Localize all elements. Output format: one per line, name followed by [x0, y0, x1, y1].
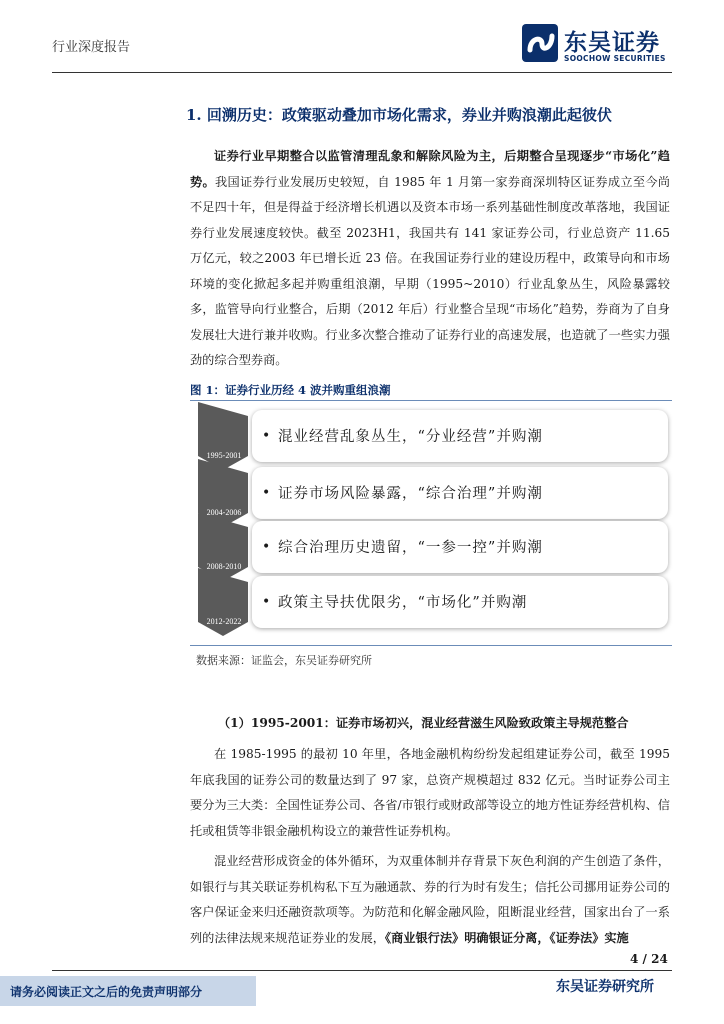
body-paragraph: [190, 849, 670, 951]
figure-source: 数据来源：证监会，东吴证券研究所: [196, 654, 372, 667]
wave-description: 政策主导扶优限劣，“市场化”并购潮: [278, 595, 528, 611]
subsection-title: （1）1995-2001：证券市场初兴，混业经营滋生风险致政策主导规范整合: [218, 716, 629, 730]
disclaimer-text: 请务必阅读正文之后的免责声明部分: [10, 985, 203, 999]
footer-institute: 东吴证券研究所: [556, 979, 654, 995]
report-category: 行业深度报告: [52, 40, 131, 55]
wave-years: 2004-2006: [206, 508, 242, 517]
wave-description: 证券市场风险暴露，“综合治理”并购潮: [278, 486, 543, 502]
company-logo: [522, 24, 682, 70]
header-divider: [52, 72, 672, 73]
figure-top-rule: [190, 400, 672, 401]
bullet-dot-icon: •: [262, 594, 271, 610]
figure-title: 图 1：证券行业历经 4 波并购重组浪潮: [190, 383, 391, 397]
intro-bold-lead: 证券行业早期整合以监管清理乱象和解除风险为主，后期整合呈现逐步“市场化”趋势。: [190, 149, 670, 189]
wave-description: 混业经营乱象丛生，“分业经营”并购潮: [278, 429, 543, 445]
intro-body: 我国证券行业发展历史较短，自 1985 年 1 月第一家券商深圳特区证券成立至今尚不足四十年，但是得益于经济增长机遇以及资本市场一系列基础性制度改革落地，我国证券行业发展速度较快。截至 2023H1，我国共有 141 家证券公司，行业总资产 11.65 万亿元，较之2003 年已增长近 23 倍。在我国证券行业的建设历程中，政策导向和市场环境的变化掀起多起并购重组浪潮，早期（1995~2010）行业乱象丛生，风险暴露较多，监管导向行业整合，后期（2012 年后）行业整合呈现“市场化”趋势，券商为了自身发展壮大进行兼并收购。行业多次整合推动了证券行业的高速发展，也造就了一些实力强劲的综合型券商。: [190, 174, 670, 367]
wave-card: [252, 576, 668, 628]
paragraph-text: 混业经营形成资金的体外循环，为双重体制并存背景下灰色利润的产生创造了条件，如银行与其关联证券机构私下互为融通款、券的行为时有发生；信托公司挪用证券公司的客户保证金来归还融资款项等。为防范和化解金融风险，阻断混业经营，国家出台了一系列的法律法规来规范证券业的发展，: [190, 854, 670, 945]
intro-paragraph: [190, 144, 670, 374]
logo-english-name: SOOCHOW SECURITIES: [564, 54, 666, 63]
bullet-dot-icon: •: [262, 428, 271, 444]
disclaimer-banner: [0, 976, 256, 1006]
figure-bottom-rule: [190, 645, 672, 646]
wave-row-4: [198, 576, 668, 628]
wave-description: 综合治理历史遗留，“一参一控”并购潮: [278, 540, 543, 556]
bullet-dot-icon: •: [262, 485, 271, 501]
logo-chinese-name: 东吴证券: [564, 30, 660, 56]
soochow-logo-icon: [522, 24, 558, 62]
section-title: 1. 回溯历史：政策驱动叠加市场化需求，券业并购浪潮此起彼伏: [186, 106, 612, 124]
wave-years: 2012-2022: [206, 617, 242, 626]
body-paragraph: 在 1985-1995 的最初 10 年里，各地金融机构纷纷发起组建证券公司，截至 1995 年底我国的证券公司的数量达到了 97 家，总资产规模超过 832 亿元。当时证券公司主要分为三大类：全国性证券公司、各省/市银行或财政部等设立的地方性证券经营机构、信托或租赁等非银金融机构设立的兼营性证券机构。: [190, 747, 670, 838]
wave-years: 2008-2010: [206, 562, 242, 571]
page-number: 4 / 24: [630, 952, 668, 966]
wave-row-2: [198, 467, 668, 519]
wave-card: [252, 467, 668, 519]
paragraph-bold-tail: 《商业银行法》明确银证分离，《证券法》实施: [385, 930, 629, 945]
wave-row-1: [198, 410, 668, 462]
footer-divider: [52, 970, 672, 971]
wave-row-3: [198, 521, 668, 573]
wave-years: 1995-2001: [206, 451, 242, 460]
wave-card: [252, 521, 668, 573]
wave-card: [252, 410, 668, 462]
bullet-dot-icon: •: [262, 539, 271, 555]
